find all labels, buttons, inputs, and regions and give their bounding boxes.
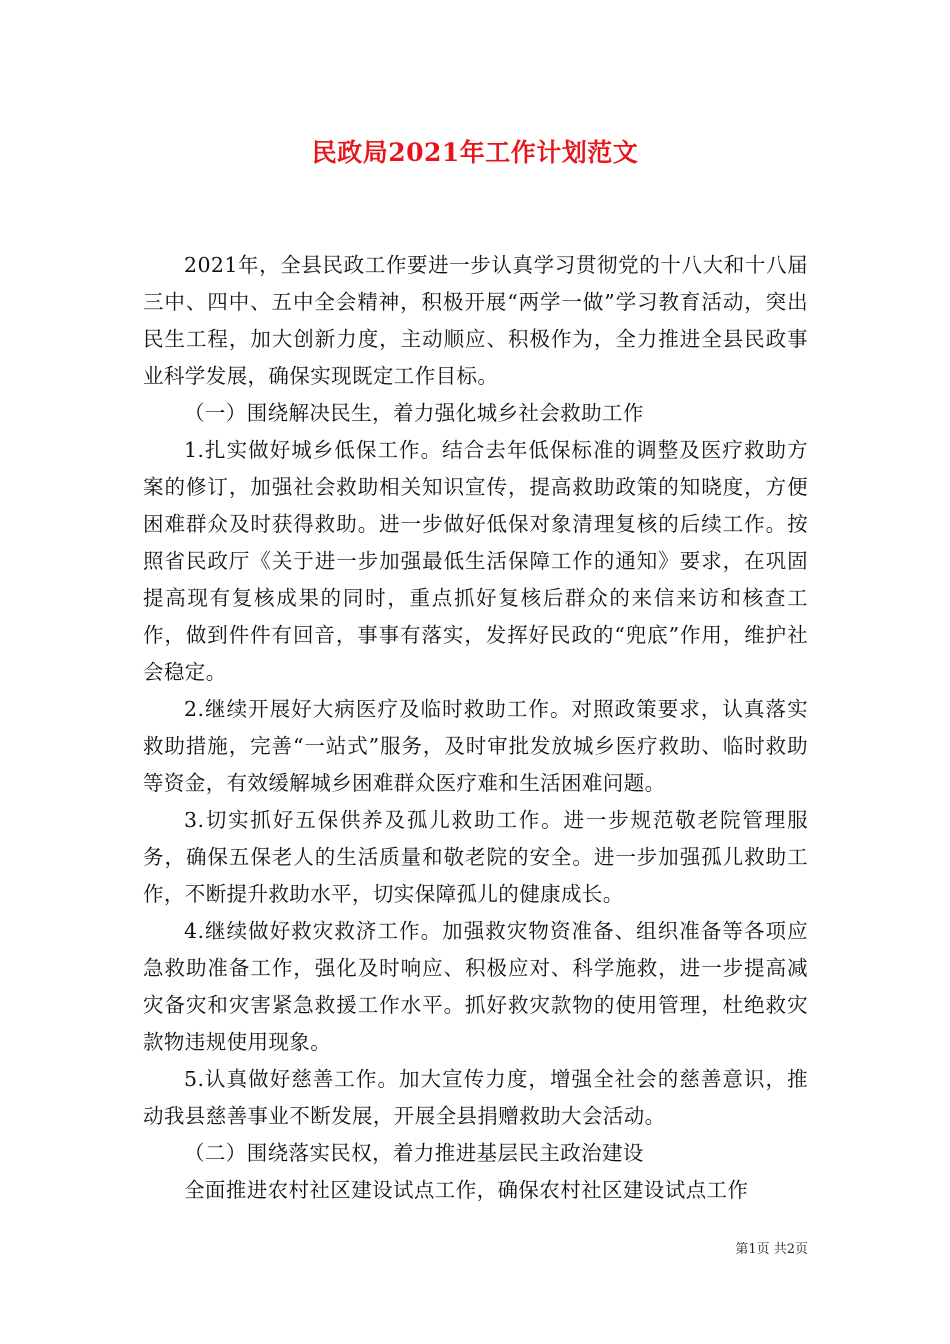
paragraph-item-4: 4.继续做好救灾救济工作。加强救灾物资准备、组织准备等各项应急救助准备工作，强化及时响应、积极应对、科学施救，进一步提高减灾备灾和灾害紧急救援工作水平。抓好救灾款物的使用管理，杜绝救灾款物违规使用现象。 [143, 919, 808, 1054]
paragraph-item-2: 2.继续开展好大病医疗及临时救助工作。对照政策要求，认真落实救助措施，完善“一站式”服务，及时审批发放城乡医疗救助、临时救助等资金，有效缓解城乡困难群众医疗难和生活困难问题。 [143, 697, 808, 795]
paragraph-section-2: 全面推进农村社区建设试点工作，确保农村社区建设试点工作 [184, 1178, 749, 1202]
page-title: 民政局2021年工作计划范文 [311, 138, 639, 167]
paragraph-intro: 2021年，全县民政工作要进一步认真学习贯彻党的十八大和十八届三中、四中、五中全会精神，积极开展“两学一做”学习教育活动，突出民生工程，加大创新力度，主动顺应、积极作为，全力推进全县民政事业科学发展，确保实现既定工作目标。 [143, 253, 808, 388]
page-number-footer: 第1页 共2页 [735, 1242, 808, 1257]
section-heading-1: （一）围绕解决民生，着力强化城乡社会救助工作 [184, 401, 644, 425]
section-heading-2: （二）围绕落实民权，着力推进基层民主政治建设 [184, 1141, 644, 1165]
paragraph-item-3: 3.切实抓好五保供养及孤儿救助工作。进一步规范敬老院管理服务，确保五保老人的生活质量和敬老院的安全。进一步加强孤儿救助工作，不断提升救助水平，切实保障孤儿的健康成长。 [143, 808, 808, 906]
document-body [143, 247, 808, 1209]
paragraph-item-5: 5.认真做好慈善工作。加大宣传力度，增强全社会的慈善意识，推动我县慈善事业不断发展，开展全县捐赠救助大会活动。 [143, 1067, 808, 1128]
paragraph-item-1: 1.扎实做好城乡低保工作。结合去年低保标准的调整及医疗救助方案的修订，加强社会救助相关知识宣传，提高救助政策的知晓度，方便困难群众及时获得救助。进一步做好低保对象清理复核的后续工作。按照省民政厅《关于进一步加强最低生活保障工作的通知》要求，在巩固提高现有复核成果的同时，重点抓好复核后群众的来信来访和核查工作，做到件件有回音，事事有落实，发挥好民政的“兜底”作用，维护社会稳定。 [143, 438, 808, 684]
